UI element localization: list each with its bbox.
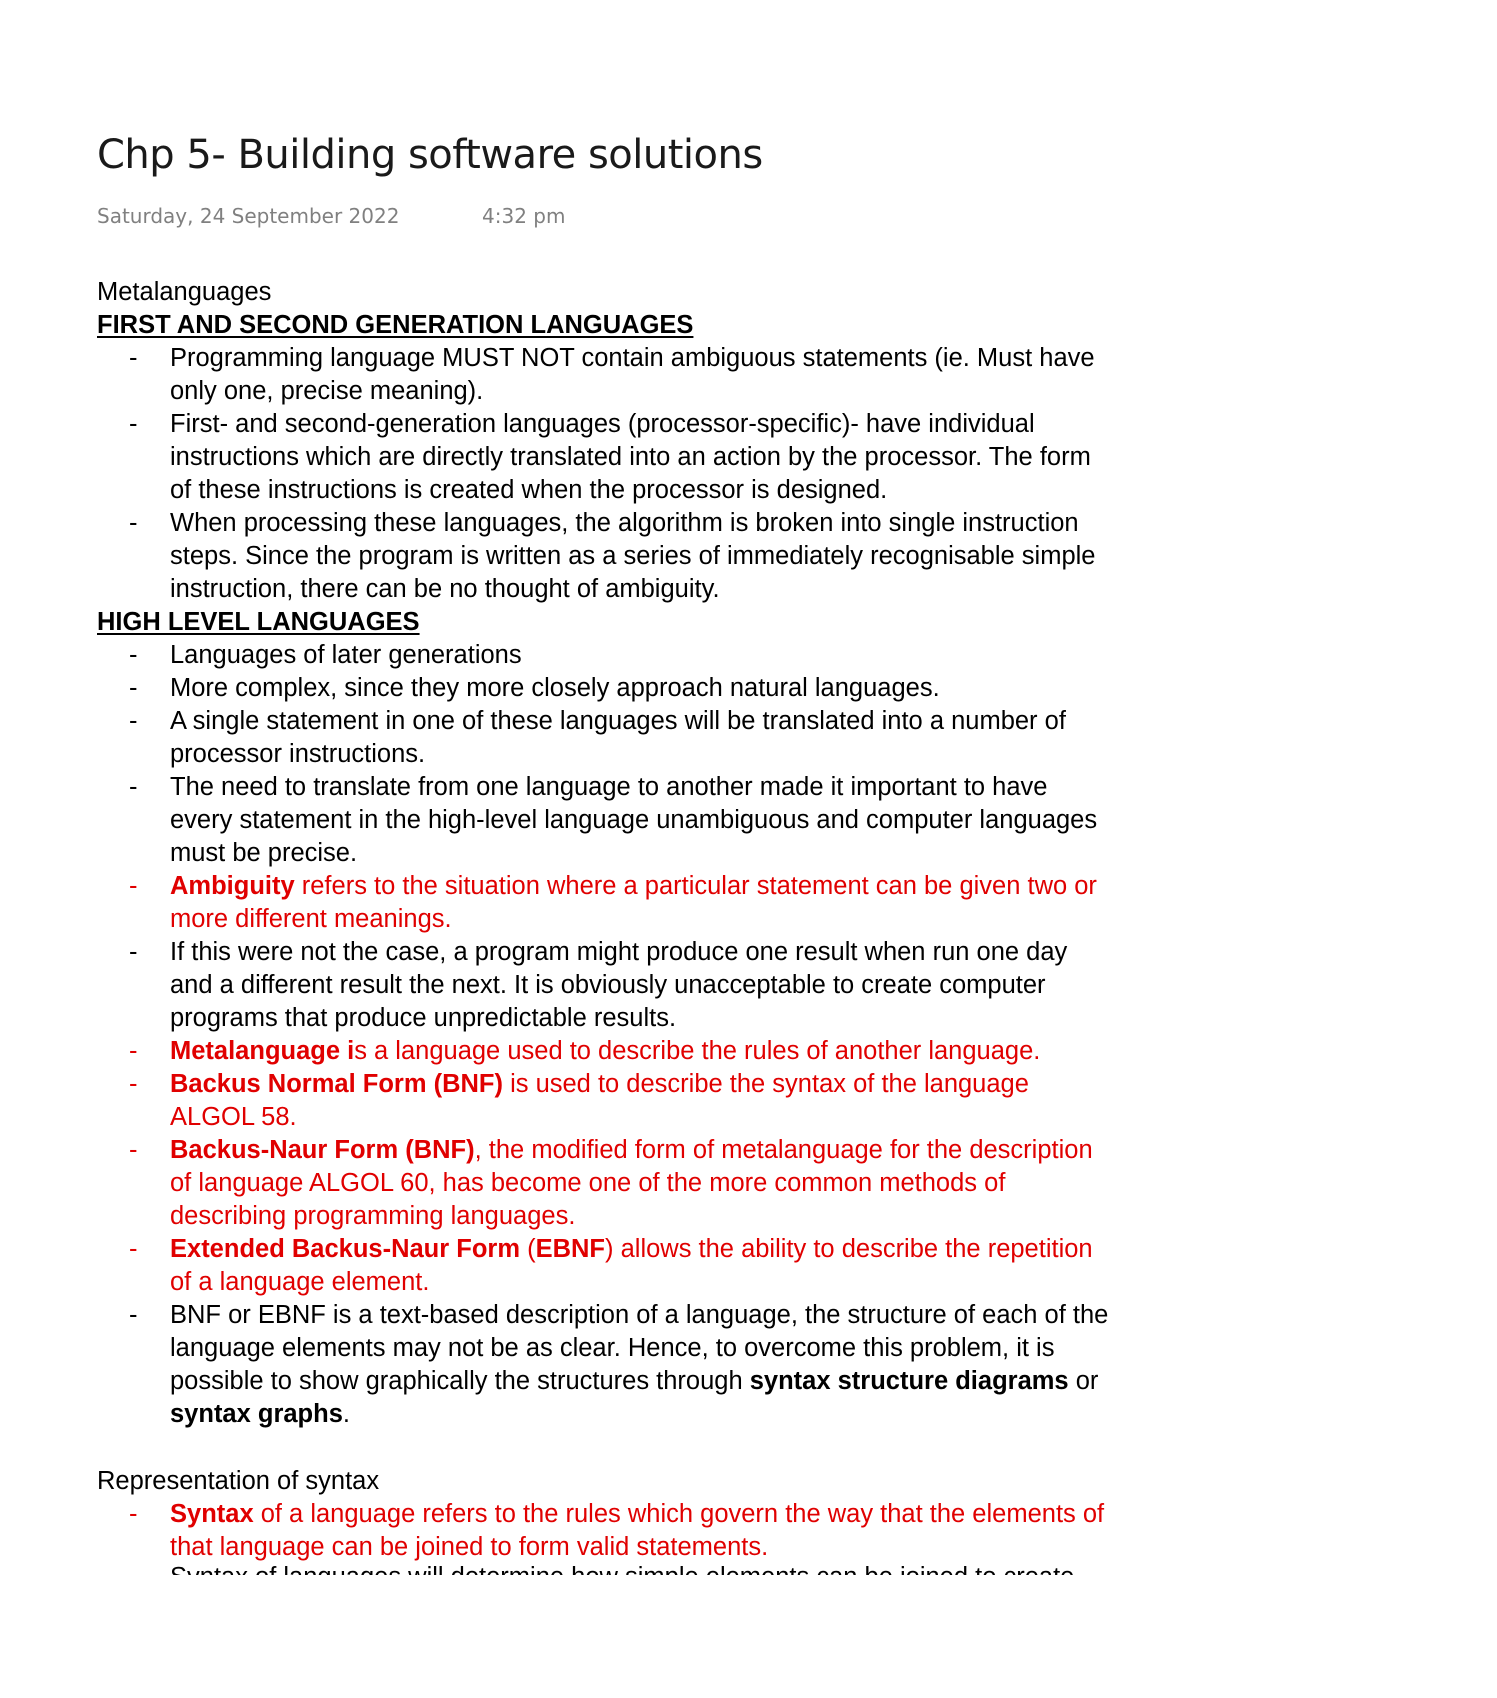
page-time: 4:32 pm: [482, 204, 566, 228]
bullet-text: More complex, since they more closely approach natural languages.: [170, 674, 940, 702]
list-item: [97, 408, 1497, 441]
bullet-dash: -: [129, 1037, 138, 1065]
bullet-dash: -: [129, 773, 138, 801]
term-ambiguity: Ambiguity: [170, 872, 295, 900]
list-item: [97, 936, 1497, 969]
bullet-text: Languages of later generations: [170, 641, 522, 669]
bullet-text: instruction, there can be no thought of ambiguity.: [170, 575, 720, 603]
bullet-dash: -: [129, 641, 138, 669]
bullet-text: and a different result the next. It is obviously unacceptable to create computer: [170, 971, 1046, 999]
list-item-continuation: [97, 573, 1497, 606]
bullet-dash: -: [129, 410, 138, 438]
term-extended-bnf: Extended Backus-Naur Form: [170, 1235, 521, 1263]
term-ebnf: EBNF: [535, 1235, 606, 1263]
list-item: [97, 1299, 1497, 1332]
bullet-text: refers to the situation where a particular statement can be given two or: [294, 872, 1097, 900]
bullet-text: When processing these languages, the algorithm is broken into single instruction: [170, 509, 1079, 537]
bullet-text: ALGOL 58.: [170, 1103, 297, 1131]
section-label-representation-of-syntax: Representation of syntax: [97, 1467, 380, 1495]
bullet-text: must be precise.: [170, 839, 358, 867]
list-item-continuation: [97, 1002, 1497, 1035]
bullet-dash: -: [129, 938, 138, 966]
heading-high-level-languages: HIGH LEVEL LANGUAGES: [97, 608, 420, 636]
term-backus-normal-form: Backus Normal Form (BNF): [170, 1070, 503, 1098]
list-item-ebnf: [97, 1233, 1497, 1266]
list-item: [97, 507, 1497, 540]
list-item-continuation: [97, 1398, 1497, 1431]
term-syntax-graphs: syntax graphs: [170, 1400, 343, 1428]
bullet-text: programs that produce unpredictable results.: [170, 1004, 677, 1032]
bullet-text: s a language used to describe the rules of another language.: [354, 1037, 1041, 1065]
list-item: [97, 672, 1497, 705]
cut-off-line: [170, 1561, 1074, 1575]
list-item-continuation: [97, 1332, 1497, 1365]
blank-line: [97, 1431, 1497, 1465]
page-title: Chp 5- Building software solutions: [97, 132, 763, 178]
bullet-dash: -: [129, 509, 138, 537]
bullet-text: (: [520, 1235, 536, 1263]
term-metalanguage: Metalanguage i: [170, 1037, 355, 1065]
bullet-dash: -: [129, 1070, 138, 1098]
bullet-text: A single statement in one of these languages will be translated into a number of: [170, 707, 1066, 735]
list-item-continuation: [97, 375, 1497, 408]
list-item-continuation: [97, 1200, 1497, 1233]
list-item-backus-normal-form: [97, 1068, 1497, 1101]
term-syntax: Syntax: [170, 1500, 254, 1528]
bullet-text: of language ALGOL 60, has become one of the more common methods of: [170, 1169, 1006, 1197]
list-item-continuation: [97, 738, 1497, 771]
list-item-continuation: [97, 474, 1497, 507]
list-item-backus-naur-form: [97, 1134, 1497, 1167]
bullet-text: of a language element.: [170, 1268, 430, 1296]
bullet-dash: -: [129, 707, 138, 735]
bullet-text: every statement in the high-level language unambiguous and computer languages: [170, 806, 1098, 834]
list-item-continuation: [97, 1365, 1497, 1398]
term-backus-naur-form: Backus-Naur Form (BNF): [170, 1136, 475, 1164]
heading-first-second-generation: FIRST AND SECOND GENERATION LANGUAGES: [97, 311, 694, 339]
list-item-continuation: [97, 837, 1497, 870]
bullet-text: that language can be joined to form valid statements.: [170, 1533, 769, 1561]
bullet-text: instructions which are directly translated into an action by the processor. The form: [170, 443, 1091, 471]
bullet-text: , the modified form of metalanguage for the description: [474, 1136, 1093, 1164]
bullet-text: only one, precise meaning).: [170, 377, 484, 405]
bullet-text: of these instructions is created when the processor is designed.: [170, 476, 888, 504]
bullet-dash: -: [129, 1235, 138, 1263]
list-item-continuation: [97, 969, 1497, 1002]
bullet-text: processor instructions.: [170, 740, 426, 768]
bullet-text: The need to translate from one language to another made it important to have: [170, 773, 1048, 801]
bullet-dash: -: [129, 344, 138, 372]
bullet-text: ) allows the ability to describe the repetition: [605, 1235, 1093, 1263]
bullet-text: steps. Since the program is written as a series of immediately recognisable simple: [170, 542, 1096, 570]
bullet-list-first-second: [97, 342, 1497, 606]
bullet-text: is used to describe the syntax of the language: [502, 1070, 1029, 1098]
list-item: [97, 705, 1497, 738]
list-item-continuation: [97, 1531, 1497, 1564]
list-item-continuation: [97, 1167, 1497, 1200]
bullet-dash: -: [129, 1301, 138, 1329]
bullet-dash: -: [129, 674, 138, 702]
bullet-text: BNF or EBNF is a text-based description of a language, the structure of each of the: [170, 1301, 1109, 1329]
bullet-text: of a language refers to the rules which govern the way that the elements of: [253, 1500, 1105, 1528]
bullet-text: more different meanings.: [170, 905, 452, 933]
list-item-ambiguity: [97, 870, 1497, 903]
bullet-text: .: [342, 1400, 350, 1428]
bullet-text: language elements may not be as clear. Hence, to overcome this problem, it is: [170, 1334, 1055, 1362]
list-item-syntax: [97, 1498, 1497, 1531]
list-item-continuation: [97, 1101, 1497, 1134]
list-item: [97, 771, 1497, 804]
list-item: [97, 639, 1497, 672]
bullet-list-high-level: [97, 639, 1497, 1431]
page-date: Saturday, 24 September 2022: [97, 204, 400, 228]
bullet-text: First- and second-generation languages (processor-specific)- have individual: [170, 410, 1035, 438]
list-item-continuation: [97, 804, 1497, 837]
bullet-dash: -: [129, 1136, 138, 1164]
bullet-text: Programming language MUST NOT contain ambiguous statements (ie. Must have: [170, 344, 1095, 372]
bullet-text: describing programming languages.: [170, 1202, 576, 1230]
term-syntax-structure-diagrams: syntax structure diagrams: [749, 1367, 1069, 1395]
bullet-text: possible to show graphically the structures through: [170, 1367, 750, 1395]
bullet-list-syntax: [97, 1498, 1497, 1564]
section-label-metalanguages: Metalanguages: [97, 278, 272, 306]
list-item-metalanguage: [97, 1035, 1497, 1068]
note-content[interactable]: [97, 276, 1497, 1564]
list-item: [97, 342, 1497, 375]
bullet-dash: -: [129, 872, 138, 900]
list-item-continuation: [97, 540, 1497, 573]
list-item-continuation: [97, 903, 1497, 936]
bullet-text: or: [1068, 1367, 1099, 1395]
list-item-continuation: [97, 441, 1497, 474]
bullet-text: If this were not the case, a program might produce one result when run one day: [170, 938, 1068, 966]
page-bottom-blank: [0, 1575, 1200, 1698]
bullet-dash: -: [129, 1500, 138, 1528]
list-item-continuation: [97, 1266, 1497, 1299]
